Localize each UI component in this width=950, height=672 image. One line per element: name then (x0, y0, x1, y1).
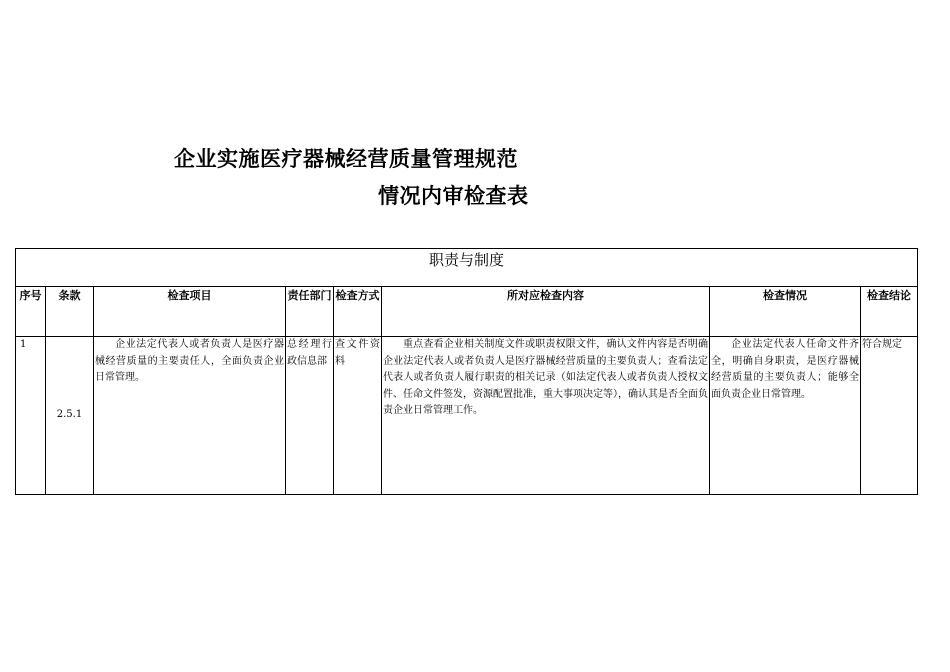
document-title-line1: 企业实施医疗器械经营质量管理规范 (174, 146, 518, 171)
header-content: 所对应检查内容 (382, 287, 710, 337)
row-content (382, 337, 710, 495)
audit-checklist-table (15, 248, 918, 495)
header-seq: 序号 (16, 287, 46, 337)
row-dept (286, 337, 334, 495)
row-conclusion (861, 337, 918, 495)
header-dept: 责任部门 (286, 287, 334, 337)
header-method: 检查方式 (334, 287, 382, 337)
row-item-text: 企业法定代表人或者负责人是医疗器械经营质量的主要责任人，全面负责企业日常管理。 (95, 339, 284, 384)
section-header-row (16, 249, 918, 287)
document-title-line2: 情况内审检查表 (378, 183, 529, 208)
header-clause: 条款 (46, 287, 94, 337)
row-seq-text: 1 (20, 339, 27, 350)
row-dept-text: 总经理行政信息部 (287, 339, 332, 367)
row-conclusion-text: 符合规定 (862, 339, 902, 350)
row-content-text: 重点查看企业相关制度文件或职责权限文件，确认文件内容是否明确企业法定代表人或者负责人是医疗器械经营质量的主要负责人；查看法定代表人或者负责人履行职责的相关记录（如法定代表人或者负责人授权文件、任命文件签发，资源配置批准，重大事项决定等），确认其是否全面负责企业日常管理工作。 (383, 339, 708, 417)
header-conclusion: 检查结论 (861, 287, 918, 337)
table-row (16, 337, 918, 495)
header-item: 检查项目 (94, 287, 286, 337)
section-title: 职责与制度 (16, 249, 918, 287)
row-status (710, 337, 861, 495)
row-seq (16, 337, 46, 495)
header-status: 检查情况 (710, 287, 861, 337)
row-method-text: 查文件资料 (335, 339, 380, 367)
row-method (334, 337, 382, 495)
row-status-text: 企业法定代表人任命文件齐全，明确自身职责，是医疗器械经营质量的主要负责人；能够全面负责企业日常管理。 (711, 339, 859, 400)
row-item (94, 337, 286, 495)
row-clause: 2.5.1 (46, 337, 94, 495)
column-header-row (16, 287, 918, 337)
